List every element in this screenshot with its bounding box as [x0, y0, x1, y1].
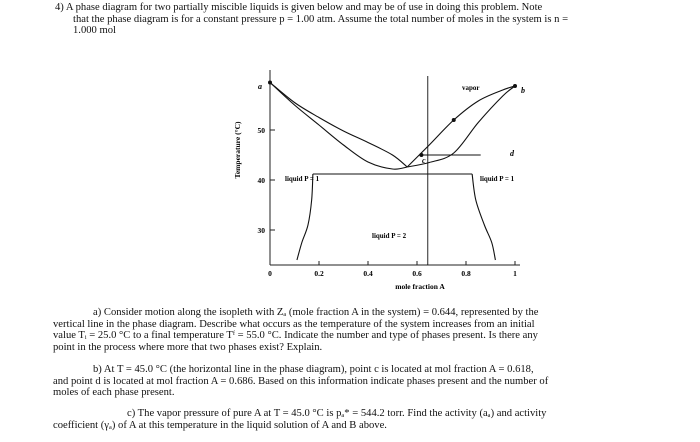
point-d-label: d [510, 149, 514, 158]
question-part-b [53, 364, 643, 399]
intro-line: 1.000 mol [73, 25, 116, 37]
point-a-dot [268, 81, 272, 85]
x-tick-label: 0.2 [314, 269, 324, 278]
region-liquid-left-label: liquid P = 1 [285, 175, 320, 183]
point-b-label: b [521, 86, 525, 95]
part-b-line: moles of each phase present. [53, 387, 175, 399]
part-b-line: and point d is located at mol fraction A = 0.686. Based on this information indicate phases present and the number of [53, 375, 549, 387]
part-a-line: vertical line in the phase diagram. Describe what occurs as the temperature of the system increases from an initial [53, 318, 535, 330]
y-axis-label: Temperature (°C) [233, 121, 242, 179]
part-b-line: b) At T = 45.0 °C (the horizontal line in the phase diagram), point c is located at mol fraction A = 0.618, [93, 364, 534, 375]
y-tick-label: 30 [257, 226, 265, 235]
miscibility-curve-right [472, 174, 495, 260]
question-part-c [53, 408, 643, 431]
x-tick-label: 0.4 [363, 269, 373, 278]
question-part-a [53, 307, 643, 353]
liquid-curve-left [270, 83, 407, 170]
region-vapor-label: vapor [462, 84, 480, 92]
vapor-curve-left [270, 83, 407, 168]
region-liquid-two-label: liquid P = 2 [372, 232, 407, 240]
part-c-line: c) The vapor pressure of pure A at T = 45.0 °C is pₐ* = 544.2 torr. Find the activity (aₐ) and activity [127, 408, 547, 419]
part-a-line: value Tᵢ = 25.0 °C to a final temperature Tᶠ = 55.0 °C. Indicate the number and type of phases present. Is there any [53, 330, 538, 342]
x-tick-label: 1 [513, 269, 517, 278]
part-a-line: a) Consider motion along the isopleth with Zₐ (mole fraction A in the system) = 0.644, represented by the [93, 307, 539, 318]
x-axis-label: mole fraction A [395, 282, 445, 291]
part-a-line: point in the process where more that two phases exist? Explain. [53, 341, 323, 353]
intro-line: that the phase diagram is for a constant pressure p = 1.00 atm. Assume the total number of moles in the system is n = [73, 13, 569, 25]
part-c-line: coefficient (γₐ) of A at this temperature in the liquid solution of A and B above. [53, 419, 387, 431]
y-tick-label: 50 [257, 126, 265, 135]
point-a-label: a [258, 82, 262, 91]
x-tick-label: 0.6 [412, 269, 422, 278]
point-b-dot [513, 84, 517, 88]
region-liquid-right-label: liquid P = 1 [480, 175, 515, 183]
intro-line: 4) A phase diagram for two partially miscible liquids is given below and may be of use in doing this problem. Note [55, 2, 543, 13]
point-c-label: c [422, 156, 426, 165]
miscibility-curve-left [297, 174, 313, 260]
x-tick-label: 0.8 [461, 269, 471, 278]
point-d-dot [452, 118, 456, 122]
y-tick-label: 40 [257, 176, 265, 185]
x-tick-label: 0 [268, 269, 272, 278]
